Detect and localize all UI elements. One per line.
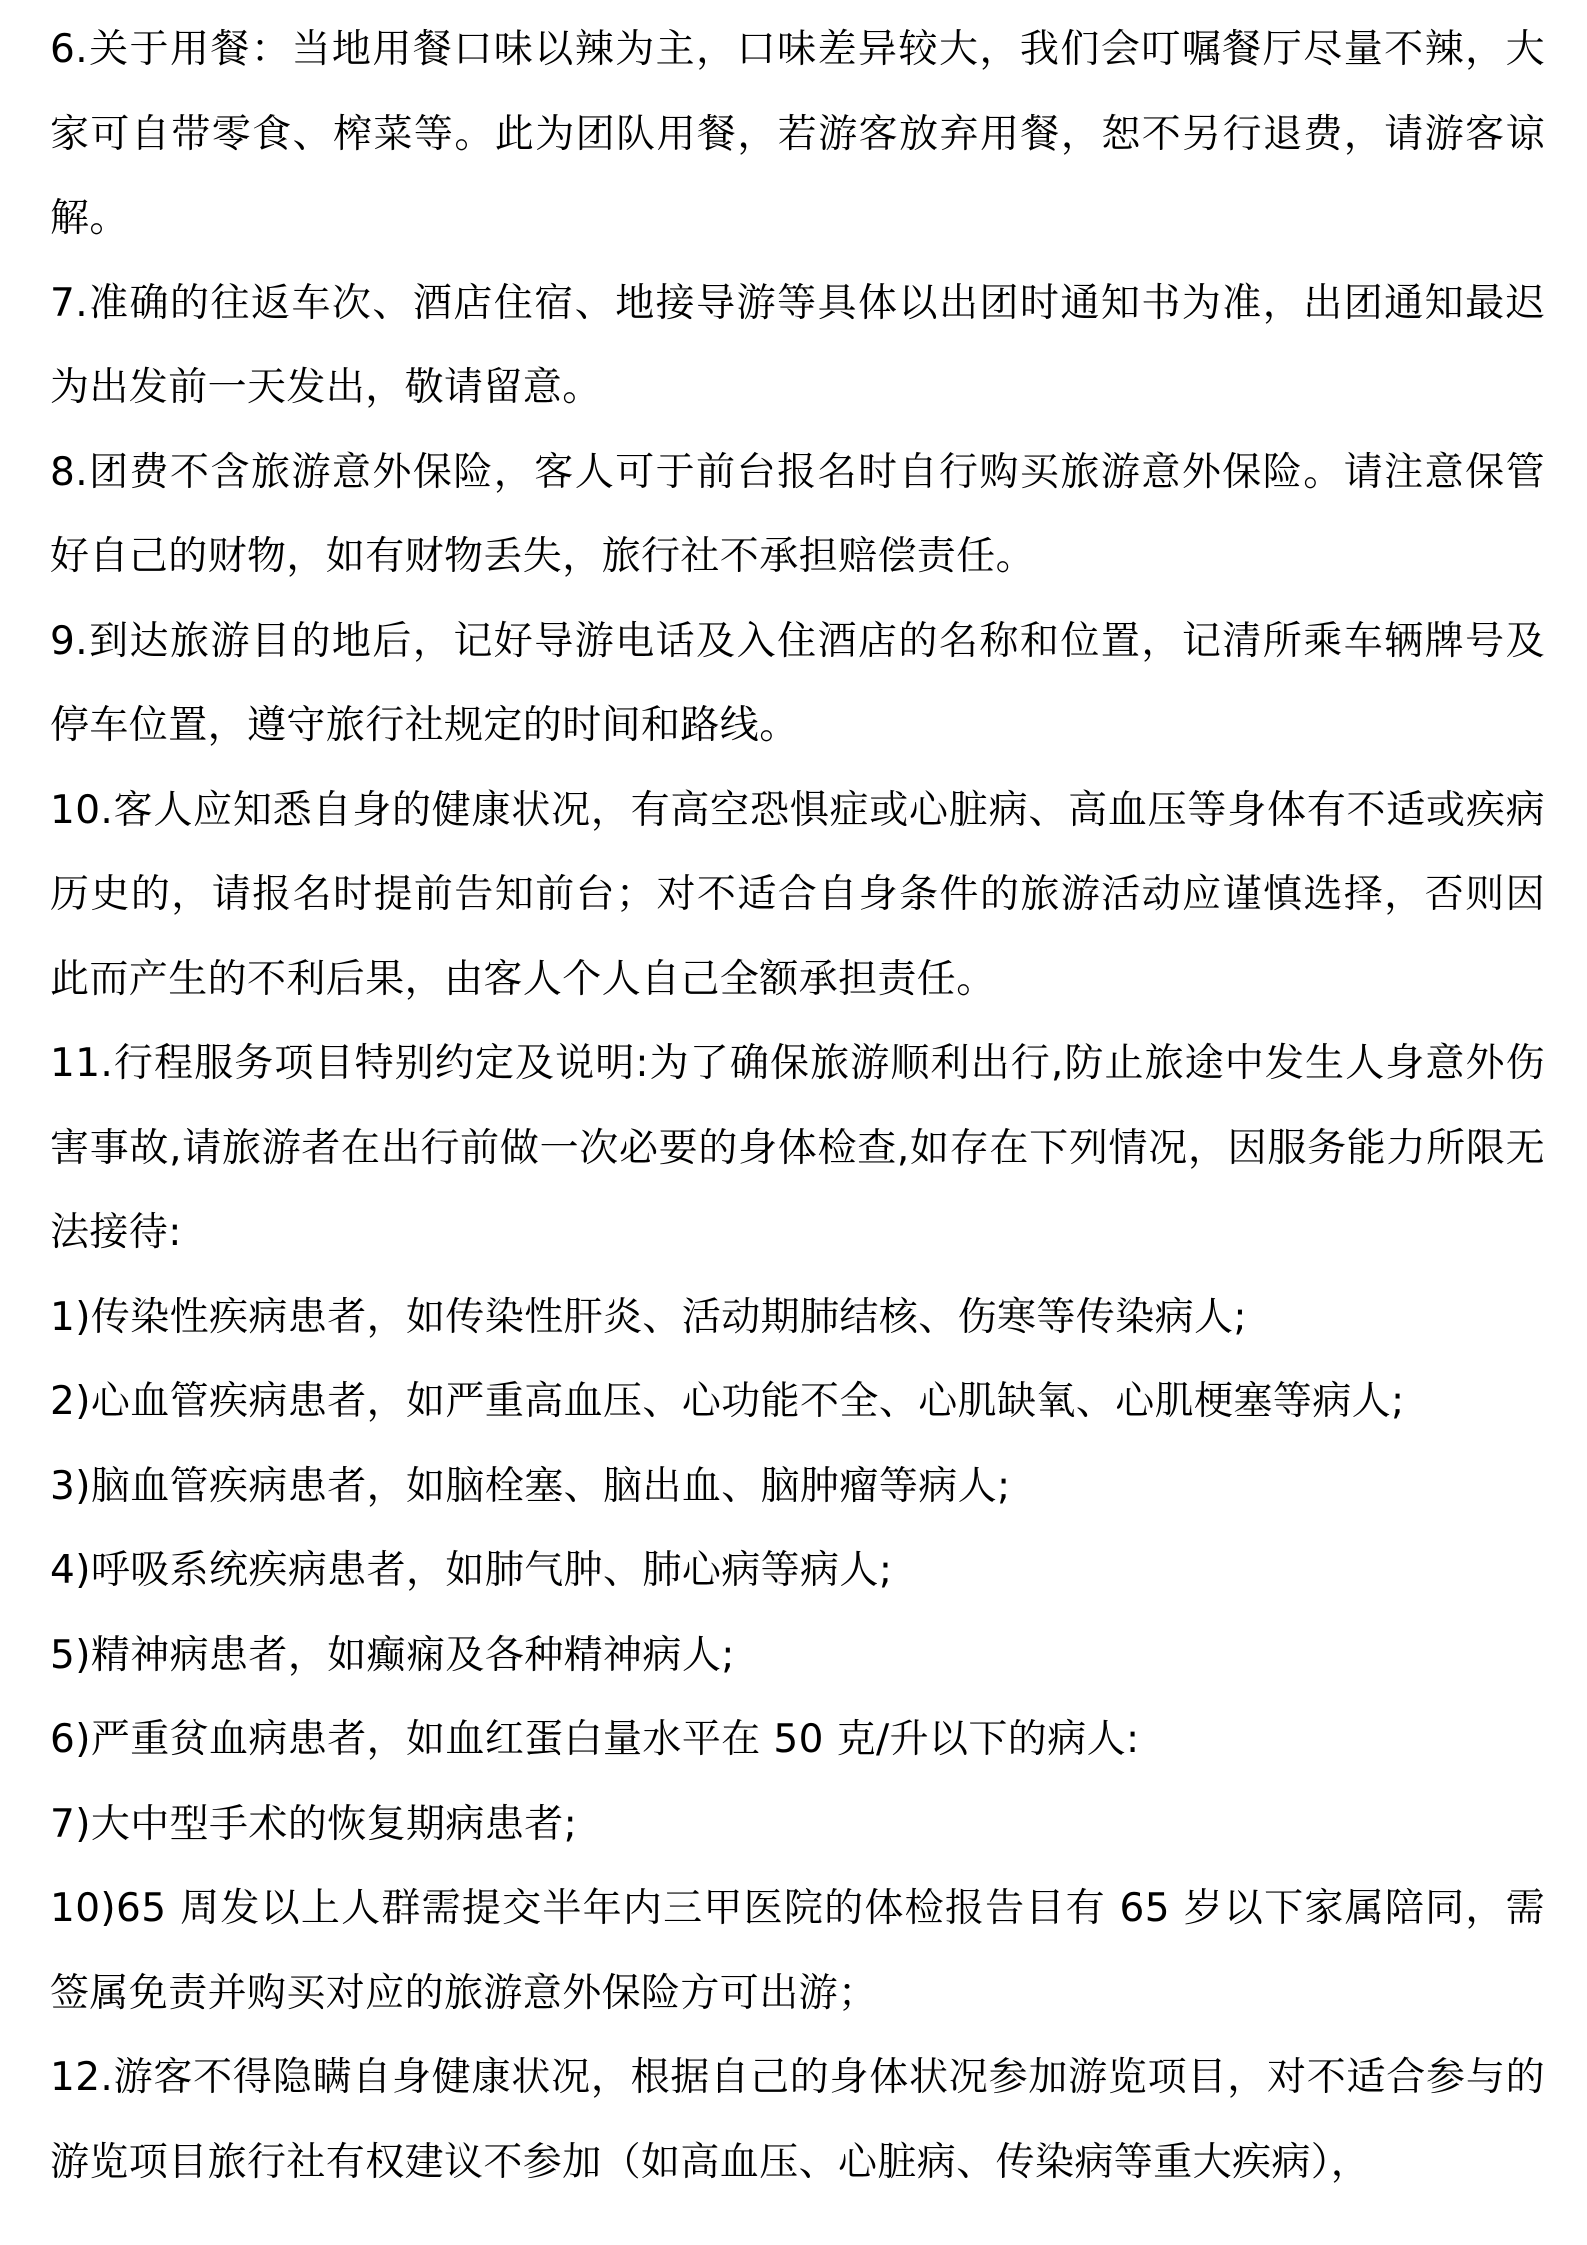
paragraph-schedule-notice: 7.准确的往返车次、酒店住宿、地接导游等具体以出团时通知书为准，出团通知最迟为出发前一天发出，敬请留意。 bbox=[50, 280, 1545, 410]
paragraph-health-notice: 10.客人应知悉自身的健康状况，有高空恐惧症或心脏病、高血压等身体有不适或疾病历史的，请报名时提前告知前台；对不适合自身条件的旅游活动应谨慎选择，否则因此而产生的不利后果，由客人个人自己全额承担责任。 bbox=[50, 787, 1545, 1002]
list-item-anemia: 6)严重贫血病患者，如血红蛋白量水平在 50 克/升以下的病人: bbox=[50, 1717, 1140, 1762]
list-item-cerebrovascular: 3)脑血管疾病患者，如脑栓塞、脑出血、脑肿瘤等病人; bbox=[50, 1463, 1011, 1509]
paragraph-insurance-notice: 8.团费不含旅游意外保险，客人可于前台报名时自行购买旅游意外保险。请注意保管好自己的财物，如有财物丢失，旅行社不承担赔偿责任。 bbox=[50, 449, 1545, 579]
list-item-respiratory: 4)呼吸系统疾病患者，如肺气肿、肺心病等病人; bbox=[50, 1548, 893, 1593]
list-item-infectious: 1)传染性疾病患者，如传染性肝炎、活动期肺结核、伤寒等传染病人; bbox=[50, 1294, 1247, 1340]
paragraph-special-agreement: 11.行程服务项目特别约定及说明:为了确保旅游顺利出行,防止旅途中发生人身意外伤害事故,请旅游者在出行前做一次必要的身体检查,如存在下列情况，因服务能力所限无法接待: bbox=[50, 1041, 1545, 1255]
list-item-surgery-recovery: 7)大中型手术的恢复期病患者; bbox=[50, 1801, 578, 1847]
list-item-cardiovascular: 2)心血管疾病患者，如严重高血压、心功能不全、心肌缺氧、心肌梗塞等病人; bbox=[50, 1379, 1405, 1424]
list-item-elderly: 10)65 周发以上人群需提交半年内三甲医院的体检报告目有 65 岁以下家属陪同，需签属免责并购买对应的旅游意外保险方可出游； bbox=[50, 1886, 1545, 2016]
document-page bbox=[50, 8, 1545, 2205]
paragraph-arrival-notice: 9.到达旅游目的地后，记好导游电话及入住酒店的名称和位置，记清所乘车辆牌号及停车位置，遵守旅行社规定的时间和路线。 bbox=[50, 618, 1545, 748]
list-item-mental: 5)精神病患者，如癫痫及各种精神病人; bbox=[50, 1632, 735, 1678]
paragraph-meal-notice: 6.关于用餐：当地用餐口味以辣为主，口味差异较大，我们会叮嘱餐厅尽量不辣，大家可自带零食、榨菜等。此为团队用餐，若游客放弃用餐，恕不另行退费，请游客谅解。 bbox=[50, 27, 1545, 241]
paragraph-health-disclosure: 12.游客不得隐瞒自身健康状况，根据自己的身体状况参加游览项目，对不适合参与的游览项目旅行社有权建议不参加（如高血压、心脏病、传染病等重大疾病）， bbox=[50, 2055, 1545, 2185]
